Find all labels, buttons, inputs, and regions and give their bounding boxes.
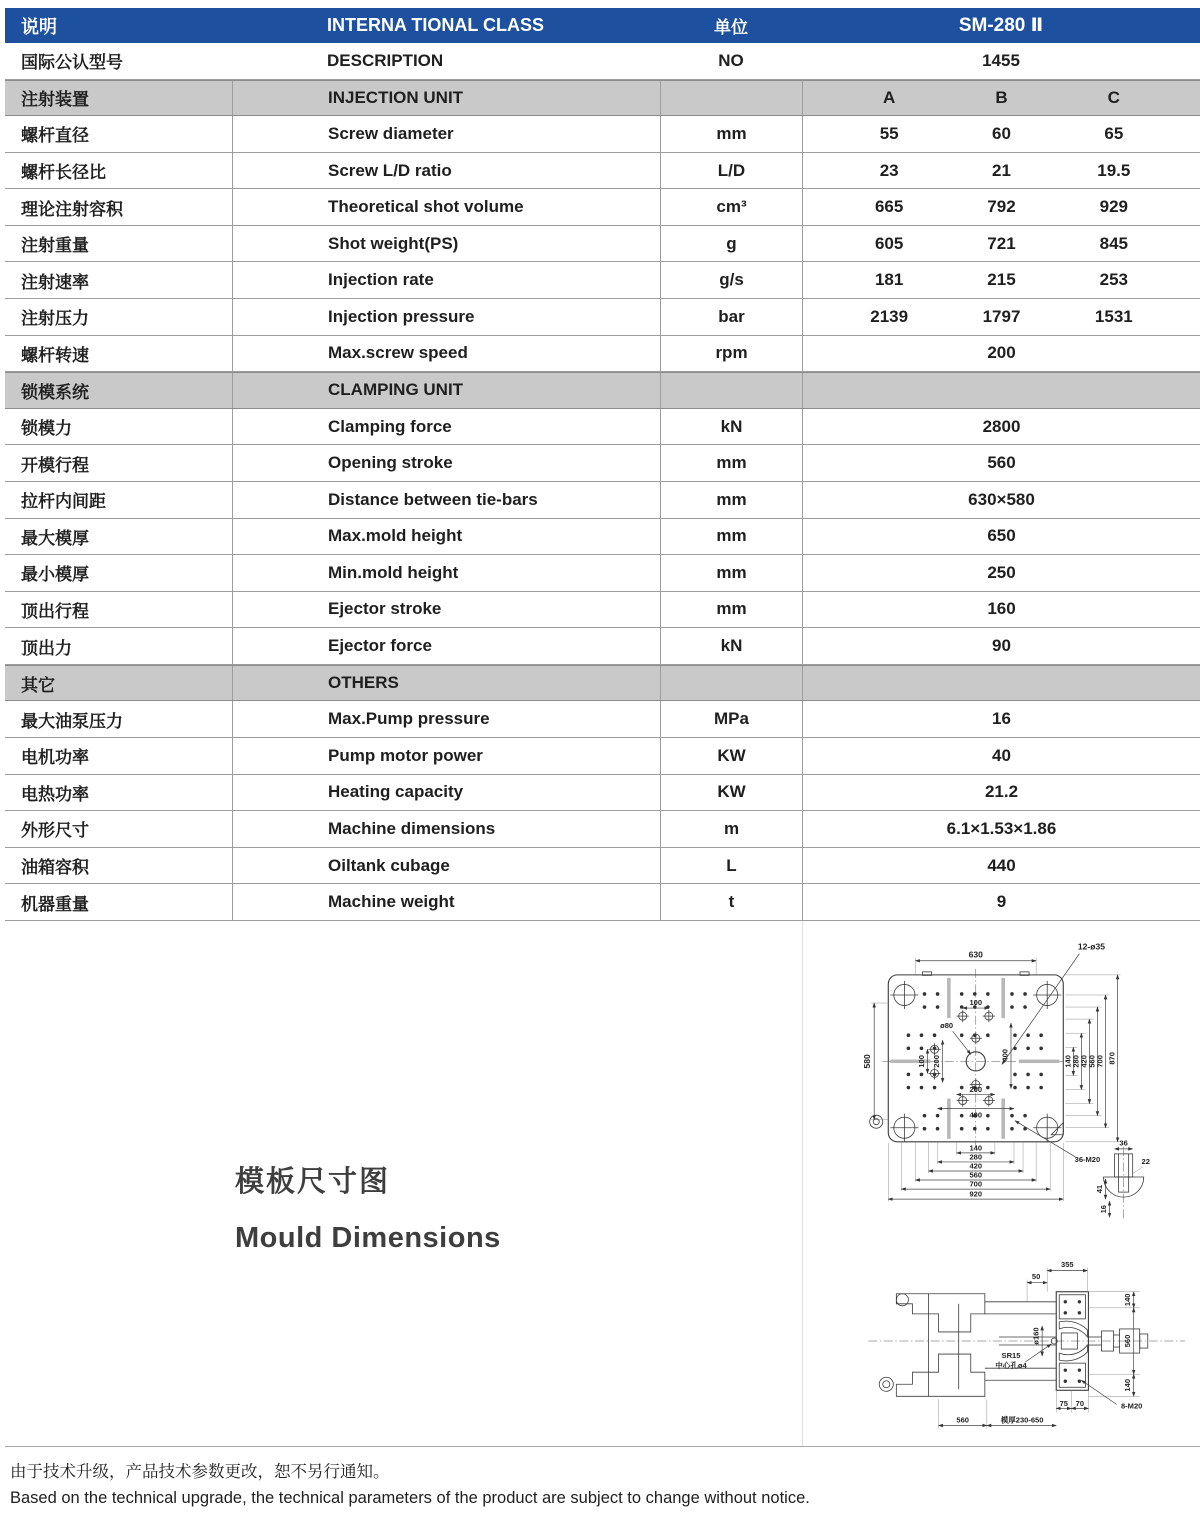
value-b: 21	[992, 160, 1011, 180]
value-span: 40	[992, 745, 1011, 765]
dim-16: 16	[1099, 1204, 1109, 1214]
value	[802, 775, 1200, 811]
unit: NO	[718, 50, 744, 70]
dim-50: 50	[1031, 1272, 1041, 1282]
header-class: INTERNA TIONAL CLASS	[327, 15, 545, 35]
row-description	[5, 43, 1200, 80]
label-en: Ejector stroke	[232, 592, 660, 628]
label-en: Oiltank cubage	[232, 848, 660, 884]
unit: mm	[660, 555, 802, 591]
value-c: 1531	[1094, 306, 1133, 326]
row-clamping-force	[5, 409, 1200, 446]
disclaimer-cn: 由于技术升级，产品技术参数更改，恕不另行通知。	[10, 1462, 390, 1481]
value	[802, 336, 1200, 372]
label-en: Shot weight(PS)	[232, 226, 660, 262]
label-en: Screw L/D ratio	[232, 153, 660, 189]
label-cn: 螺杆转速	[21, 345, 89, 365]
unit: mm	[660, 116, 802, 152]
label-cn: 机器重量	[21, 894, 89, 914]
label-en: Max.Pump pressure	[232, 701, 660, 737]
label-cn: 锁模力	[21, 419, 72, 439]
label-cn: 电机功率	[21, 748, 89, 768]
dim-d160: ø160	[1031, 1327, 1041, 1345]
unit: L	[660, 848, 802, 884]
row-max-mold-height	[5, 519, 1200, 556]
dim-36: 36	[1119, 1138, 1128, 1148]
label-center-hole: 中心孔ø4	[995, 1361, 1027, 1371]
row-injection-rate	[5, 262, 1200, 299]
value-c: 253	[1099, 270, 1128, 290]
unit: kN	[660, 409, 802, 445]
value-a: 2139	[870, 306, 909, 326]
value-c: 19.5	[1097, 160, 1131, 180]
section-en: INJECTION UNIT	[232, 81, 660, 116]
label-cn: 螺杆长径比	[21, 163, 106, 183]
label-cn: 外形尺寸	[21, 821, 89, 841]
values	[802, 262, 1200, 298]
value-span: 200	[987, 343, 1016, 363]
mould-dimensions-panel	[5, 921, 1200, 1447]
values	[802, 299, 1200, 335]
label-en: Injection pressure	[232, 299, 660, 335]
section-en: CLAMPING UNIT	[232, 373, 660, 408]
dim-400-bottom: 400	[969, 1110, 983, 1120]
row-machine-weight	[5, 884, 1200, 921]
section-unit	[660, 666, 802, 701]
value-span: 16	[992, 709, 1011, 729]
dim-420-right: 420	[1079, 1054, 1089, 1068]
dim-22: 22	[1141, 1156, 1150, 1166]
row-max-pump-pressure	[5, 701, 1200, 738]
section-injection-unit	[5, 80, 1200, 117]
disclaimer	[5, 1447, 1200, 1508]
value-a: 665	[874, 197, 904, 217]
row-ejector-force	[5, 628, 1200, 665]
values	[802, 189, 1200, 225]
value-a: 55	[879, 123, 899, 143]
dim-36-m20: 36-M20	[1074, 1154, 1101, 1164]
row-machine-dimensions	[5, 811, 1200, 848]
dim-100-top: 100	[969, 997, 983, 1007]
label-cn: 顶出行程	[21, 601, 89, 621]
platen-front-view-drawing	[838, 927, 1190, 1245]
dim-280-right: 280	[1071, 1054, 1081, 1068]
value	[802, 409, 1200, 445]
values	[802, 153, 1200, 189]
dim-420-bottom: 420	[969, 1161, 983, 1171]
dim-75: 75	[1059, 1398, 1068, 1408]
section-cn: 注射装置	[21, 90, 89, 110]
label-cn: 螺杆直径	[21, 126, 89, 146]
section-values	[802, 666, 1200, 701]
dim-200-bottom: 200	[969, 1084, 983, 1094]
dim-100-left: 100	[916, 1054, 926, 1068]
dim-870-right: 870	[1107, 1051, 1117, 1065]
mould-title-en: Mould Dimensions	[235, 1221, 501, 1254]
label-en: Max.mold height	[232, 519, 660, 555]
unit: mm	[660, 482, 802, 518]
unit: t	[660, 884, 802, 920]
unit: mm	[660, 445, 802, 481]
value-b: 215	[987, 270, 1016, 290]
dim-630: 630	[968, 949, 983, 960]
row-shot-weight	[5, 226, 1200, 263]
dim-140-bottom: 140	[969, 1143, 983, 1153]
spec-table	[5, 8, 1200, 921]
value-c: 845	[1099, 233, 1128, 253]
dim-200-left: 200	[932, 1054, 942, 1068]
unit: mm	[660, 592, 802, 628]
value-span: 630×580	[968, 489, 1035, 509]
value-span: 2800	[982, 416, 1021, 436]
dim-560-bottom: 560	[969, 1170, 983, 1180]
value	[802, 884, 1200, 920]
value	[802, 519, 1200, 555]
value	[802, 482, 1200, 518]
unit: bar	[660, 299, 802, 335]
dim-280-bottom: 280	[969, 1152, 983, 1162]
section-en: OTHERS	[232, 666, 660, 701]
value-a: 23	[879, 160, 899, 180]
values	[802, 116, 1200, 152]
row-ejector-stroke	[5, 592, 1200, 629]
dim-920-bottom: 920	[969, 1189, 983, 1199]
label-en: Injection rate	[232, 262, 660, 298]
label-en: Screw diameter	[232, 116, 660, 152]
label-cn: 开模行程	[21, 455, 89, 475]
section-cn: 其它	[21, 675, 55, 695]
label-en: Theoretical shot volume	[232, 189, 660, 225]
unit: KW	[660, 775, 802, 811]
label-en: DESCRIPTION	[327, 50, 444, 70]
abc-column-headers	[802, 81, 1200, 116]
value-span: 560	[987, 453, 1016, 473]
dim-580: 580	[862, 1054, 873, 1069]
section-others	[5, 665, 1200, 702]
section-clamping-unit	[5, 372, 1200, 409]
value-span: 6.1×1.53×1.86	[946, 818, 1057, 838]
dim-140-bottom: 140	[1123, 1378, 1133, 1392]
unit: KW	[660, 738, 802, 774]
label-en: Machine dimensions	[232, 811, 660, 847]
label-cn: 最大油泵压力	[21, 711, 123, 731]
value-a: 605	[874, 233, 904, 253]
value	[802, 628, 1200, 664]
value	[802, 848, 1200, 884]
unit: m	[660, 811, 802, 847]
label-en: Clamping force	[232, 409, 660, 445]
row-max-screw-speed	[5, 336, 1200, 373]
platen-side-view-drawing	[838, 1243, 1190, 1435]
unit: g	[660, 226, 802, 262]
value: 1455	[982, 50, 1020, 70]
value-b: 60	[992, 123, 1011, 143]
label-cn: 国际公认型号	[21, 53, 123, 73]
value-span: 440	[987, 855, 1016, 875]
mould-title-cn: 模板尺寸图	[235, 1165, 391, 1198]
label-en: Pump motor power	[232, 738, 660, 774]
section-unit	[660, 81, 802, 116]
label-cn: 理论注射容积	[21, 199, 123, 219]
value	[802, 811, 1200, 847]
value	[802, 445, 1200, 481]
label-en: Heating capacity	[232, 775, 660, 811]
value-a: 181	[874, 270, 904, 290]
unit: L/D	[660, 153, 802, 189]
label-cn: 注射压力	[21, 309, 89, 329]
unit: g/s	[660, 262, 802, 298]
value-span: 21.2	[984, 782, 1019, 802]
dim-140-top: 140	[1123, 1293, 1133, 1306]
dim-560-right: 560	[1123, 1334, 1133, 1348]
values	[802, 226, 1200, 262]
unit: rpm	[660, 336, 802, 372]
value-c: 929	[1099, 197, 1128, 217]
value	[802, 592, 1200, 628]
dim-8-m20: 8-M20	[1120, 1401, 1143, 1411]
value-span: 160	[987, 599, 1016, 619]
label-sr15: SR15	[1001, 1350, 1021, 1360]
dim-560-bottom: 560	[956, 1415, 969, 1425]
label-en: Max.screw speed	[232, 336, 660, 372]
label-cn: 注射速率	[21, 272, 89, 292]
label-en: Opening stroke	[232, 445, 660, 481]
label-cn: 最大模厚	[21, 528, 89, 548]
table-header-row	[5, 8, 1200, 43]
label-en: Machine weight	[232, 884, 660, 920]
value-span: 90	[992, 636, 1011, 656]
header-unit: 单位	[714, 18, 748, 37]
dim-140-right: 140	[1063, 1054, 1073, 1068]
dim-700-right: 700	[1095, 1054, 1105, 1068]
dim-d80: ø80	[940, 1021, 954, 1031]
label-cn: 注射重量	[21, 236, 89, 256]
label-cn: 最小模厚	[21, 565, 89, 585]
row-heating-capacity	[5, 775, 1200, 812]
dim-700-bottom: 700	[969, 1179, 983, 1189]
row-screw-ld-ratio	[5, 153, 1200, 190]
label-en: Distance between tie-bars	[232, 482, 660, 518]
label-en: Ejector force	[232, 628, 660, 664]
unit: kN	[660, 628, 802, 664]
label-cn: 顶出力	[21, 638, 72, 658]
section-cn: 锁模系统	[21, 382, 89, 402]
dim-70: 70	[1075, 1398, 1085, 1408]
label-cn: 油箱容积	[21, 858, 89, 877]
col-b: B	[995, 87, 1008, 107]
value	[802, 701, 1200, 737]
label-en: Min.mold height	[232, 555, 660, 591]
value-span: 650	[987, 526, 1016, 546]
section-unit	[660, 373, 802, 408]
mould-title-block	[235, 1159, 501, 1255]
row-opening-stroke	[5, 445, 1200, 482]
row-theoretical-shot-volume	[5, 189, 1200, 226]
unit: cm³	[660, 189, 802, 225]
label-cn: 电热功率	[21, 784, 89, 804]
row-pump-motor-power	[5, 738, 1200, 775]
value-b: 721	[987, 233, 1016, 253]
row-screw-diameter	[5, 116, 1200, 153]
row-oiltank-cubage	[5, 848, 1200, 885]
value-span: 250	[987, 562, 1016, 582]
header-model: SM-280 Ⅱ	[958, 15, 1044, 36]
col-c: C	[1107, 87, 1120, 107]
unit: mm	[660, 519, 802, 555]
dim-12-d35: 12-ø35	[1077, 941, 1105, 952]
value-span: 9	[996, 892, 1007, 912]
value-b: 792	[987, 197, 1016, 217]
value-c: 65	[1104, 123, 1124, 143]
value	[802, 738, 1200, 774]
value-b: 1797	[982, 306, 1021, 326]
dim-560-right: 560	[1087, 1054, 1097, 1068]
row-tie-bar-distance	[5, 482, 1200, 519]
dim-mold-thickness-range: 模厚230-650	[1000, 1415, 1044, 1425]
header-desc-cn: 说明	[21, 16, 57, 37]
dim-400-right: 400	[1000, 1048, 1010, 1062]
unit: MPa	[660, 701, 802, 737]
label-cn: 拉杆内间距	[21, 492, 106, 512]
row-injection-pressure	[5, 299, 1200, 336]
section-values	[802, 373, 1200, 408]
row-min-mold-height	[5, 555, 1200, 592]
col-a: A	[883, 87, 896, 107]
dim-355: 355	[1061, 1259, 1074, 1269]
dim-41: 41	[1095, 1184, 1104, 1194]
value	[802, 555, 1200, 591]
disclaimer-en: Based on the technical upgrade, the technical parameters of the product are subject to change without notice.	[10, 1488, 810, 1507]
vertical-divider	[802, 921, 803, 1446]
